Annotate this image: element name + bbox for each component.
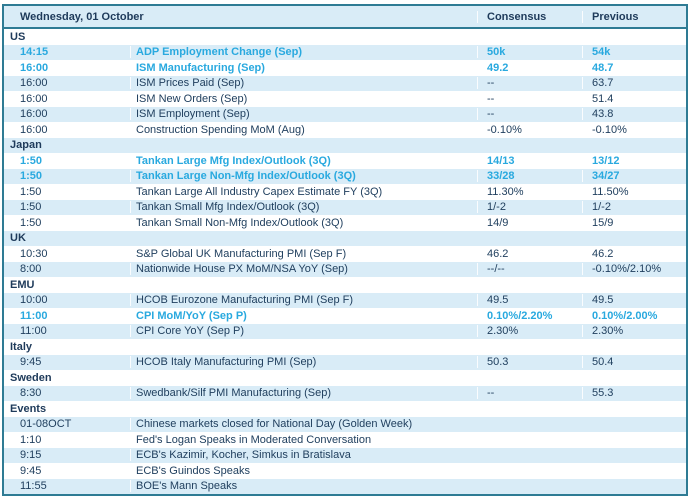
calendar-row — [4, 91, 686, 107]
calendar-row — [4, 184, 686, 200]
previous-value: 34/27 — [582, 170, 686, 182]
consensus-value: 46.2 — [477, 248, 582, 260]
calendar-row — [4, 45, 686, 61]
calendar-row — [4, 308, 686, 324]
previous-value: 2.30% — [582, 325, 686, 337]
calendar-row — [4, 432, 686, 448]
calendar-row — [4, 169, 686, 185]
section-header-row — [4, 339, 686, 355]
section-header-row — [4, 138, 686, 154]
event-time: 9:45 — [20, 464, 42, 477]
consensus-value: 49.5 — [477, 294, 582, 306]
previous-value: 50.4 — [582, 356, 686, 368]
previous-value: 43.8 — [582, 108, 686, 120]
consensus-value: 0.10%/2.20% — [477, 310, 582, 322]
event-name: ECB's Guindos Speaks — [130, 465, 477, 477]
section-label: UK — [10, 232, 26, 245]
section-label: US — [10, 30, 26, 43]
calendar-row — [4, 293, 686, 309]
event-time: 1:10 — [20, 433, 42, 446]
consensus-value: -- — [477, 93, 582, 105]
event-time: 1:50 — [20, 170, 43, 183]
event-name: CPI MoM/YoY (Sep P) — [130, 310, 477, 322]
section-header-row — [4, 231, 686, 247]
event-time: 16:00 — [20, 61, 49, 74]
previous-value: 11.50% — [582, 186, 686, 198]
consensus-value: -- — [477, 387, 582, 399]
event-time: 10:30 — [20, 247, 48, 260]
consensus-value: 1/-2 — [477, 201, 582, 213]
calendar-row — [4, 262, 686, 278]
calendar-row — [4, 153, 686, 169]
event-name: Nationwide House PX MoM/NSA YoY (Sep) — [130, 263, 477, 275]
event-name: ISM New Orders (Sep) — [130, 93, 477, 105]
event-time: 8:30 — [20, 387, 42, 400]
section-header-row — [4, 401, 686, 417]
event-time: 1:50 — [20, 201, 42, 214]
previous-value: -0.10%/2.10% — [582, 263, 686, 275]
event-name: Swedbank/Silf PMI Manufacturing (Sep) — [130, 387, 477, 399]
section-label: Events — [10, 402, 47, 415]
event-time: 11:00 — [20, 325, 47, 338]
calendar-row — [4, 215, 686, 231]
event-name: Tankan Large Mfg Index/Outlook (3Q) — [130, 155, 477, 167]
event-name: Tankan Large All Industry Capex Estimate FY (3Q) — [130, 186, 477, 198]
calendar-row — [4, 122, 686, 138]
calendar-row — [4, 60, 686, 76]
previous-value: 63.7 — [582, 77, 686, 89]
event-time: 14:15 — [20, 46, 49, 59]
event-name: ECB's Kazimir, Kocher, Simkus in Bratislava — [130, 449, 477, 461]
previous-value: 1/-2 — [582, 201, 686, 213]
event-time: 9:45 — [20, 356, 42, 369]
calendar-row — [4, 386, 686, 402]
previous-value: 55.3 — [582, 387, 686, 399]
event-time: 9:15 — [20, 449, 42, 462]
section-label: Sweden — [10, 371, 52, 384]
event-name: Tankan Small Mfg Index/Outlook (3Q) — [130, 201, 477, 213]
event-name: Fed's Logan Speaks in Moderated Conversation — [130, 434, 477, 446]
event-time: 10:00 — [20, 294, 48, 307]
consensus-value: 14/13 — [477, 155, 582, 167]
section-header-row — [4, 370, 686, 386]
event-name: Tankan Large Non-Mfg Index/Outlook (3Q) — [130, 170, 477, 182]
event-name: HCOB Italy Manufacturing PMI (Sep) — [130, 356, 477, 368]
event-name: BOE's Mann Speaks — [130, 480, 477, 492]
event-name: HCOB Eurozone Manufacturing PMI (Sep F) — [130, 294, 477, 306]
calendar-row — [4, 479, 686, 495]
event-time: 1:50 — [20, 216, 42, 229]
calendar-row — [4, 200, 686, 216]
event-name: ISM Employment (Sep) — [130, 108, 477, 120]
event-name: ADP Employment Change (Sep) — [130, 46, 477, 58]
calendar-row — [4, 448, 686, 464]
table-header-row — [4, 6, 686, 29]
event-name: S&P Global UK Manufacturing PMI (Sep F) — [130, 248, 477, 260]
previous-value: 0.10%/2.00% — [582, 310, 686, 322]
event-time: 8:00 — [20, 263, 42, 276]
event-time: 16:00 — [20, 77, 48, 90]
consensus-value: 50k — [477, 46, 582, 58]
event-name: ISM Prices Paid (Sep) — [130, 77, 477, 89]
calendar-row — [4, 463, 686, 479]
consensus-value: 11.30% — [477, 186, 582, 198]
section-label: Japan — [10, 139, 42, 152]
table-body — [4, 29, 686, 494]
consensus-value: -- — [477, 108, 582, 120]
event-time: 11:55 — [20, 480, 47, 493]
previous-value: 15/9 — [582, 217, 686, 229]
economic-calendar-table — [2, 4, 688, 496]
previous-value: 49.5 — [582, 294, 686, 306]
event-time: 01-08OCT — [20, 418, 72, 431]
event-time: 11:00 — [20, 309, 48, 322]
consensus-column-header: Consensus — [477, 11, 582, 23]
calendar-row — [4, 417, 686, 433]
section-label: EMU — [10, 278, 35, 291]
event-name: Construction Spending MoM (Aug) — [130, 124, 477, 136]
event-time: 16:00 — [20, 123, 48, 136]
calendar-row — [4, 324, 686, 340]
previous-value: 13/12 — [582, 155, 686, 167]
previous-value: 51.4 — [582, 93, 686, 105]
section-header-row — [4, 29, 686, 45]
consensus-value: 49.2 — [477, 62, 582, 74]
previous-column-header: Previous — [582, 11, 686, 23]
previous-value: 54k — [582, 46, 686, 58]
previous-value: 46.2 — [582, 248, 686, 260]
previous-value: 48.7 — [582, 62, 686, 74]
date-header: Wednesday, 01 October — [20, 10, 144, 23]
event-time: 1:50 — [20, 154, 43, 167]
event-time: 16:00 — [20, 108, 48, 121]
calendar-row — [4, 107, 686, 123]
event-time: 16:00 — [20, 92, 48, 105]
calendar-row — [4, 246, 686, 262]
event-name: CPI Core YoY (Sep P) — [130, 325, 477, 337]
event-name: ISM Manufacturing (Sep) — [130, 62, 477, 74]
event-name: Tankan Small Non-Mfg Index/Outlook (3Q) — [130, 217, 477, 229]
consensus-value: 50.3 — [477, 356, 582, 368]
consensus-value: -- — [477, 77, 582, 89]
consensus-value: -0.10% — [477, 124, 582, 136]
section-header-row — [4, 277, 686, 293]
consensus-value: 33/28 — [477, 170, 582, 182]
calendar-row — [4, 76, 686, 92]
section-label: Italy — [10, 340, 33, 353]
calendar-row — [4, 355, 686, 371]
consensus-value: 2.30% — [477, 325, 582, 337]
event-time: 1:50 — [20, 185, 42, 198]
consensus-value: --/-- — [477, 263, 582, 275]
event-name: Chinese markets closed for National Day (Golden Week) — [130, 418, 477, 430]
previous-value: -0.10% — [582, 124, 686, 136]
consensus-value: 14/9 — [477, 217, 582, 229]
